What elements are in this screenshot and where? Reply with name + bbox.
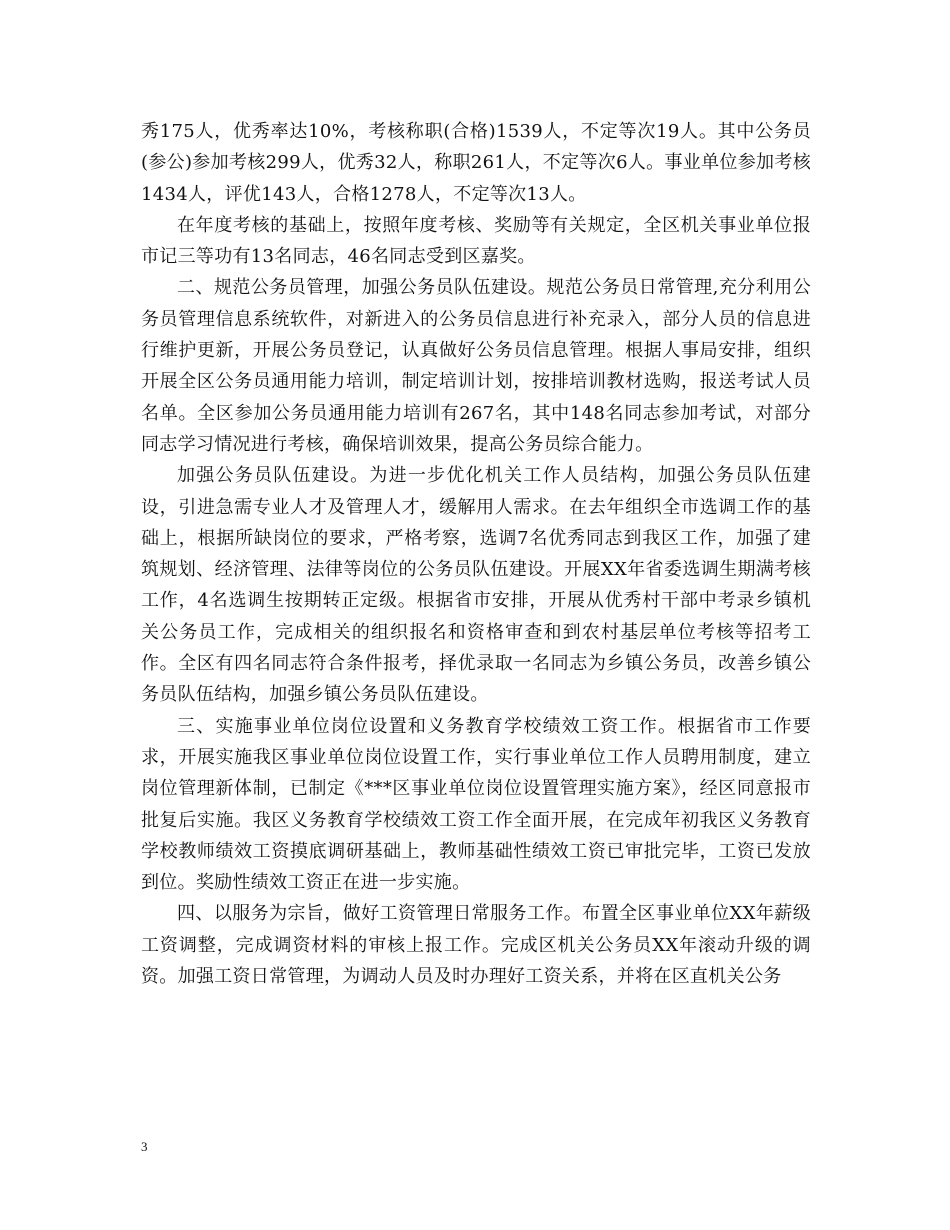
paragraph-5: 三、实施事业单位岗位设置和义务教育学校绩效工资工作。根据省市工作要求，开展实施我区事业单位岗位设置工作，实行事业单位工作人员聘用制度，建立岗位管理新体制，已制定《***区事业单位岗位设置管理实施方案》，经区同意报市批复后实施。我区义务教育学校绩效工资工作全面开展，在完成年初我区义务教育学校教师绩效工资摸底调研基础上，教师基础性绩效工资已审批完毕，工资已发放到位。奖励性绩效工资正在进一步实施。 [141,715,811,894]
paragraph-3: 二、规范公务员管理，加强公务员队伍建设。规范公务员日常管理,充分利用公务员管理信息系统软件，对新进入的公务员信息进行补充录入，部分人员的信息进行维护更新，开展公务员登记，认真做好公务员信息管理。根据人事局安排，组织开展全区公务员通用能力培训，制定培训计划，按排培训教材选购，报送考试人员名单。全区参加公务员通用能力培训有267名，其中148名同志参加考试，对部分同志学习情况进行考核，确保培训效果，提高公务员综合能力。 [141,277,811,455]
paragraph-2: 在年度考核的基础上，按照年度考核、奖励等有关规定，全区机关事业单位报市记三等功有13名同志，46名同志受到区嘉奖。 [141,214,811,268]
document-body [141,116,811,992]
paragraph-6: 四、以服务为宗旨，做好工资管理日常服务工作。布置全区事业单位XX年薪级工资调整，完成调资材料的审核上报工作。完成区机关公务员XX年滚动升级的调资。加强工资日常管理，为调动人员及时办理好工资关系，并将在区直机关公务 [141,903,811,988]
page-number: 3 [141,1139,148,1154]
paragraph-1: 秀175人，优秀率达10%，考核称职(合格)1539人，不定等次19人。其中公务员(参公)参加考核299人，优秀32人，称职261人，不定等次6人。事业单位参加考核1434人，评优143人，合格1278人，不定等次13人。 [141,121,811,205]
paragraph-4: 加强公务员队伍建设。为进一步优化机关工作人员结构，加强公务员队伍建设，引进急需专业人才及管理人才，缓解用人需求。在去年组织全市选调工作的基础上，根据所缺岗位的要求，严格考察，选调7名优秀同志到我区工作，加强了建筑规划、经济管理、法律等岗位的公务员队伍建设。开展XX年省委选调生期满考核工作，4名选调生按期转正定级。根据省市安排，开展从优秀村干部中考录乡镇机关公务员工作，完成相关的组织报名和资格审查和到农村基层单位考核等招考工作。全区有四名同志符合条件报考，择优录取一名同志为乡镇公务员，改善乡镇公务员队伍结构，加强乡镇公务员队伍建设。 [141,465,811,706]
